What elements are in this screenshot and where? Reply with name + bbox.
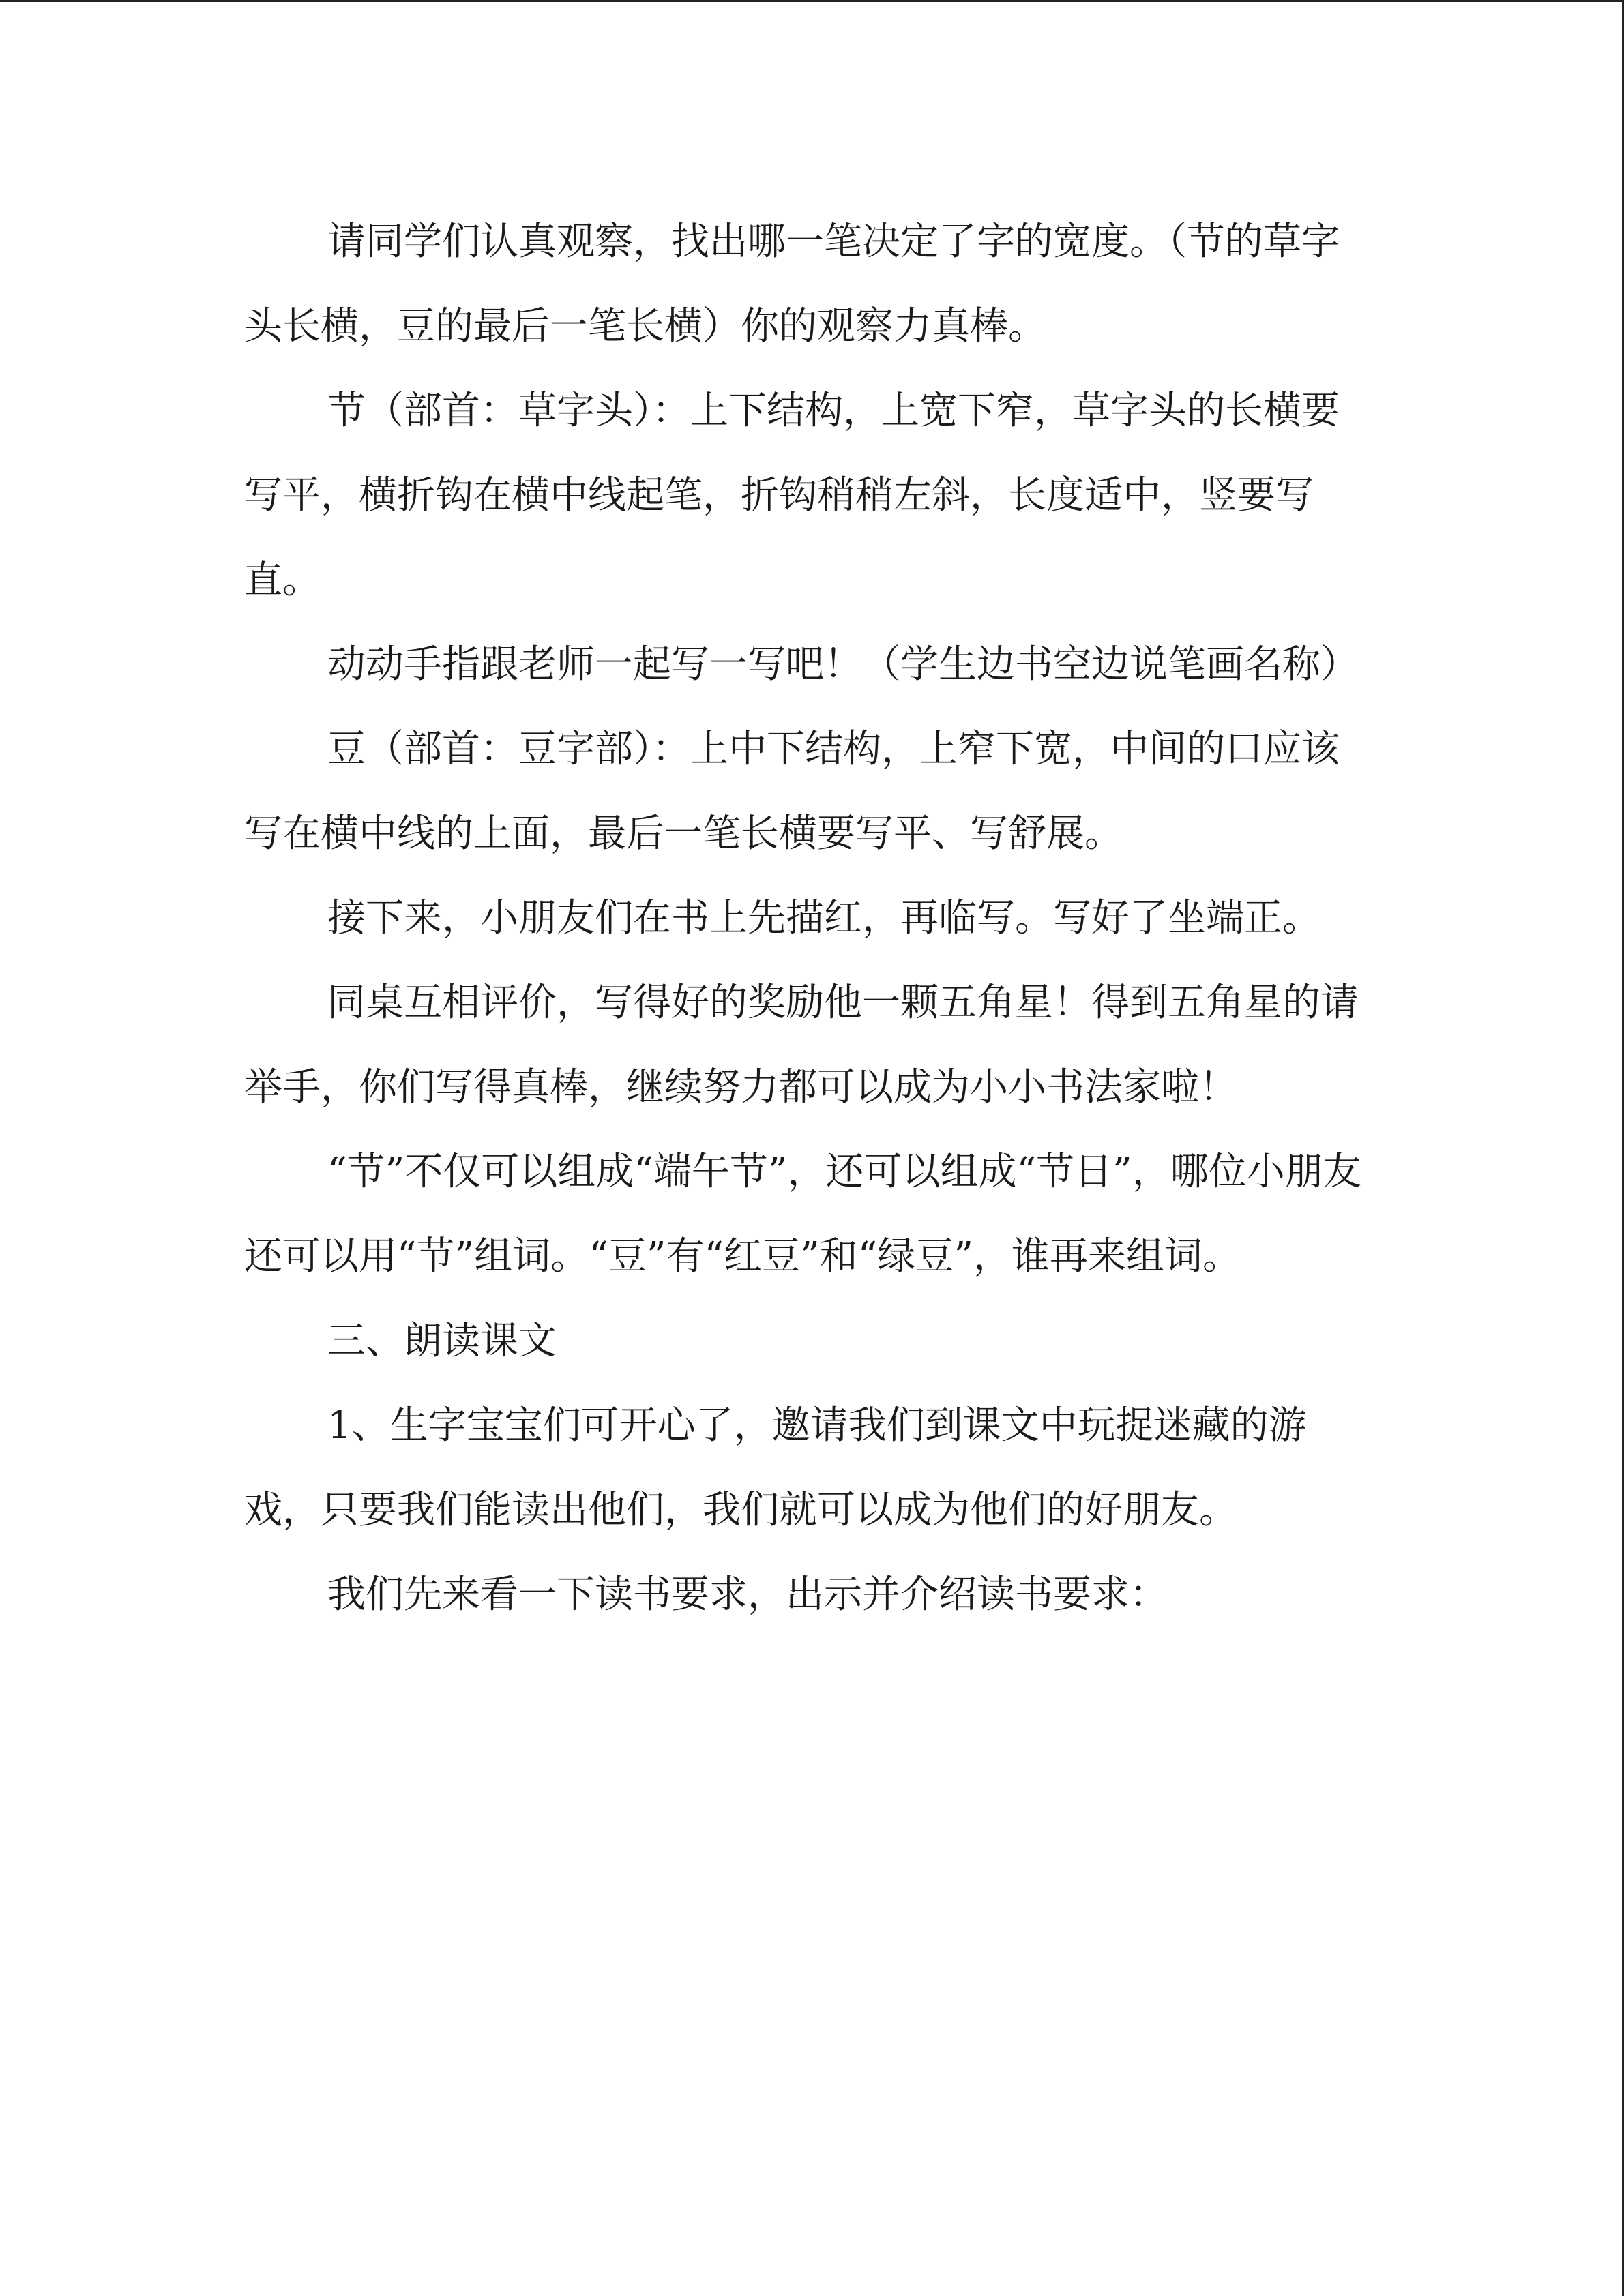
paragraph-observe-width: 请同学们认真观察，找出哪一笔决定了字的宽度。（节的草字头长横，豆的最后一笔长横）你的观察力真棒。 — [244, 220, 1340, 348]
paragraph-trace-copy: 接下来，小朋友们在书上先描红，再临写。写好了坐端正。 — [327, 896, 1320, 940]
page-border-top — [0, 0, 1624, 2]
section-heading-read-text: 三、朗读课文 — [327, 1319, 557, 1363]
paragraph-finger-writing: 动动手指跟老师一起写一写吧！（学生边书空边说笔画名称） — [327, 642, 1359, 687]
paragraph-word-building: “节”不仅可以组成“端午节”，还可以组成“节日”，哪位小朋友还可以用“节”组词。“豆”有“红豆”和“绿豆”，谁再来组词。 — [244, 1150, 1361, 1279]
paragraph-hide-and-seek: 1、生字宝宝们可开心了，邀请我们到课文中玩捉迷藏的游戏，只要我们能读出他们，我们就可以成为他们的好朋友。 — [244, 1403, 1307, 1532]
paragraph-dou-structure: 豆（部首：豆字部）：上中下结构，上窄下宽，中间的口应该写在横中线的上面，最后一笔长横要写平、写舒展。 — [244, 727, 1340, 856]
paragraph-reading-requirements: 我们先来看一下读书要求，出示并介绍读书要求： — [327, 1572, 1168, 1617]
paragraph-peer-review: 同桌互相评价，写得好的奖励他一颗五角星！得到五角星的请举手，你们写得真棒，继续努力都可以成为小小书法家啦！ — [244, 981, 1359, 1109]
paragraph-jie-structure: 节（部首：草字头）：上下结构，上宽下窄，草字头的长横要写平，横折钩在横中线起笔，折钩稍稍左斜，长度适中，竖要写直。 — [244, 389, 1340, 602]
document-body — [244, 200, 1376, 1637]
